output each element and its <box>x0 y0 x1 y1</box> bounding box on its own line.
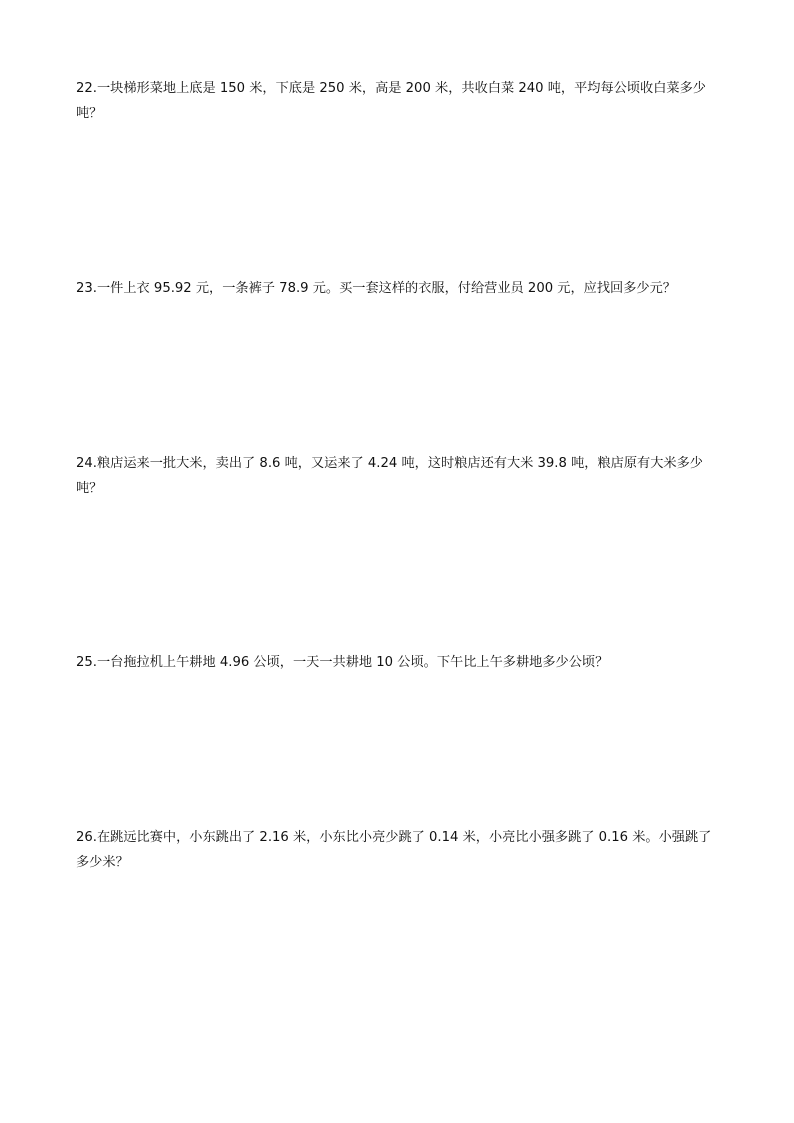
question-text: 粮店运来一批大米，卖出了 8.6 吨，又运来了 4.24 吨，这时粮店还有大米 39.8 吨，粮店原有大米多少吨？ <box>76 456 703 496</box>
question-number: 22. <box>76 81 97 96</box>
question-text: 一台拖拉机上午耕地 4.96 公顷，一天一共耕地 10 公顷。下午比上午多耕地多少公顷？ <box>96 655 609 670</box>
question-number: 26. <box>76 830 97 845</box>
question-text: 一件上衣 95.92 元，一条裤子 78.9 元。买一套这样的衣服，付给营业员 200 元，应找回多少元？ <box>96 281 676 296</box>
question-text: 一块梯形菜地上底是 150 米，下底是 250 米，高是 200 米，共收白菜 240 吨，平均每公顷收白菜多少吨？ <box>76 81 706 121</box>
question-number: 23. <box>76 281 97 296</box>
question-25 <box>76 650 724 675</box>
question-number: 24. <box>76 456 97 471</box>
question-24 <box>76 451 724 501</box>
question-22 <box>76 76 724 126</box>
question-number: 25. <box>76 655 97 670</box>
question-text: 在跳远比赛中，小东跳出了 2.16 米，小东比小亮少跳了 0.14 米，小亮比小强多跳了 0.16 米。小强跳了多少米？ <box>76 830 712 870</box>
question-23 <box>76 276 724 301</box>
question-26 <box>76 825 724 875</box>
